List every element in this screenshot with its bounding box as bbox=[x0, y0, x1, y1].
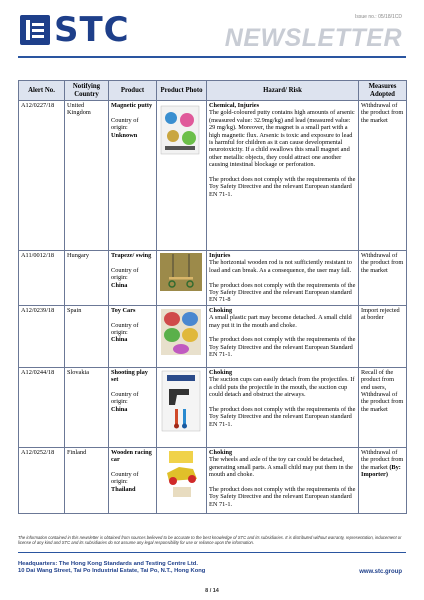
measures-cell bbox=[359, 447, 407, 513]
website-link[interactable]: www.stc.group bbox=[359, 569, 402, 575]
product-name: Wooden racing car bbox=[111, 448, 152, 464]
header-divider bbox=[18, 56, 406, 58]
hazard-title: Choking bbox=[209, 448, 233, 456]
notifying-country: Slovakia bbox=[65, 367, 109, 447]
alert-no: A12/0239/18 bbox=[19, 305, 65, 367]
col-header-country: Notifying Country bbox=[65, 81, 109, 101]
measures-cell bbox=[359, 367, 407, 447]
col-header-measures: Measures Adopted bbox=[359, 81, 407, 101]
notifying-country: Spain bbox=[65, 305, 109, 367]
hq-line-2: 10 Dai Wang Street, Tai Po Industrial Estate, Tai Po, N.T., Hong Kong bbox=[18, 568, 206, 574]
product-name: Trapeze/ swing bbox=[111, 252, 152, 259]
stc-logo-mark-icon bbox=[20, 15, 50, 45]
hazard-text: A small plastic part may become detached. A small child may put it in the mouth and choke. bbox=[209, 314, 352, 329]
measures-text: Withdrawal of the product from the market bbox=[361, 102, 404, 124]
measures-text: Recall of the product from end users, Withdrawal of the product from the market bbox=[361, 368, 404, 413]
col-header-alert: Alert No. bbox=[19, 81, 65, 101]
measures-text: Withdrawal of the product from the market bbox=[361, 252, 404, 274]
col-header-photo: Product Photo bbox=[157, 81, 207, 101]
col-header-hazard: Hazard/ Risk bbox=[207, 81, 359, 101]
issue-number: Issue no.: 05/18/1CD bbox=[355, 14, 402, 20]
measures-cell bbox=[359, 251, 407, 306]
hazard-title: Choking bbox=[209, 306, 233, 314]
compliance-text: The product does not comply with the requirements of the Toy Safety Directive and the relevant European standard EN 71-8 bbox=[209, 281, 356, 304]
hazard-cell bbox=[207, 251, 359, 306]
newsletter-title: NEWSLETTER bbox=[224, 24, 402, 52]
compliance-text: The product does not comply with the requirements of the Toy Safety Directive and the relevant European Standard EN 71-1. bbox=[209, 336, 356, 359]
table-row bbox=[19, 101, 407, 251]
col-header-product: Product bbox=[109, 81, 157, 101]
product-cell bbox=[109, 367, 157, 447]
product-photo-cell bbox=[157, 305, 207, 367]
alert-no: A12/0252/18 bbox=[19, 447, 65, 513]
product-cell bbox=[109, 251, 157, 306]
compliance-text: The product does not comply with the requirements of the Toy Safety Directive and the relevant European standard EN 71-1. bbox=[209, 485, 356, 508]
table-row bbox=[19, 251, 407, 306]
notifying-country: Finland bbox=[65, 447, 109, 513]
hazard-cell bbox=[207, 447, 359, 513]
product-name: Toy Cars bbox=[111, 306, 136, 314]
hazard-title: Choking bbox=[209, 368, 233, 376]
origin-country: China bbox=[111, 281, 128, 289]
logo-text: STC bbox=[54, 10, 130, 50]
hazard-cell bbox=[207, 101, 359, 251]
table-row bbox=[19, 367, 407, 447]
footer-divider bbox=[18, 552, 406, 553]
measures-note: (By: Importer) bbox=[361, 463, 401, 479]
origin-country: China bbox=[111, 405, 128, 413]
product-cell bbox=[109, 447, 157, 513]
product-photo-magnetic-putty bbox=[159, 102, 203, 158]
table-header-row bbox=[19, 81, 407, 101]
stc-logo bbox=[20, 10, 130, 50]
hazard-text: The suction cups can easily detach from the projectiles. If a child puts the projectile in the mouth, the suction cup could detach and obstruct the airways. bbox=[209, 376, 355, 399]
product-name: Shooting play set bbox=[111, 368, 148, 384]
measures-cell bbox=[359, 101, 407, 251]
page-number: 8 / 14 bbox=[205, 588, 219, 594]
product-photo-trapeze bbox=[159, 252, 203, 292]
alert-no: A11/0012/18 bbox=[19, 251, 65, 306]
origin-country: Thailand bbox=[111, 485, 136, 493]
hazard-title: Chemical, Injuries bbox=[209, 102, 260, 109]
hazard-title: Injuries bbox=[209, 252, 231, 259]
table-row bbox=[19, 305, 407, 367]
recall-table bbox=[18, 80, 407, 514]
measures-text: Import rejected at border bbox=[361, 306, 400, 322]
origin-country: Unknown bbox=[111, 131, 138, 139]
origin-label: Country of origin: bbox=[111, 266, 139, 282]
notifying-country: United Kingdom bbox=[65, 101, 109, 251]
hazard-cell bbox=[207, 305, 359, 367]
disclaimer: The information contained in this newsletter is obtained from sources believed to be accurate to the best knowledge of STC and its subsidiaries. It is distributed without warranty, representation, inducement or license of any kind and STC and its subsidiaries do not assume any legal responsibility for use or reliance upon the information. bbox=[18, 535, 402, 545]
product-name: Magnetic putty bbox=[111, 102, 153, 109]
origin-label: Country of origin: bbox=[111, 116, 139, 132]
product-photo-cell bbox=[157, 251, 207, 306]
origin-country: China bbox=[111, 336, 128, 344]
compliance-text: The product does not comply with the requirements of the Toy Safety Directive and the relevant European standard EN 71-1. bbox=[209, 176, 356, 198]
table-row bbox=[19, 447, 407, 513]
headquarters-address bbox=[18, 561, 205, 575]
hazard-text: The horizontal wooden rod is not sufficiently resistant to load and can break. As a consequence, the user may fall. bbox=[209, 259, 352, 274]
product-photo-cell bbox=[157, 367, 207, 447]
product-photo-toy-cars bbox=[159, 307, 203, 357]
product-cell bbox=[109, 305, 157, 367]
hazard-text: The wheels and axle of the toy car could be detached, generating small parts. A small child may put them in the mouth and choke. bbox=[209, 456, 353, 479]
product-photo-shooting-set bbox=[159, 369, 203, 433]
origin-label: Country of origin: bbox=[111, 391, 139, 406]
product-cell bbox=[109, 101, 157, 251]
hq-line-1: Headquarters: The Hong Kong Standards and Testing Centre Ltd. bbox=[18, 561, 198, 567]
measures-text: Withdrawal of the product from the market bbox=[361, 448, 404, 471]
hazard-cell bbox=[207, 367, 359, 447]
origin-label: Country of origin: bbox=[111, 321, 139, 337]
product-photo-cell bbox=[157, 447, 207, 513]
alert-no: A12/0227/18 bbox=[19, 101, 65, 251]
notifying-country: Hungary bbox=[65, 251, 109, 306]
hazard-text: The gold-coloured putty contains high amounts of arsenic (measured value: 32.9mg/kg) and lead (measured value: 29 mg/kg). Moreover, the magnet is a small part with a high magnetic flux. Arsenic is toxic and exposure to lead is harmful for children as it can cause developmental neurotoxicity. If a child swallows this small magnet and other metallic objects, they could attract one another causing intestinal blockage or perforation. bbox=[209, 109, 355, 169]
alert-no: A12/0244/18 bbox=[19, 367, 65, 447]
origin-label: Country of origin: bbox=[111, 471, 139, 486]
compliance-text: The product does not comply with the requirements of the Toy Safety Directive and the relevant European standard EN 71-1. bbox=[209, 405, 356, 428]
product-photo-cell bbox=[157, 101, 207, 251]
measures-cell bbox=[359, 305, 407, 367]
product-photo-wooden-car bbox=[159, 449, 203, 501]
